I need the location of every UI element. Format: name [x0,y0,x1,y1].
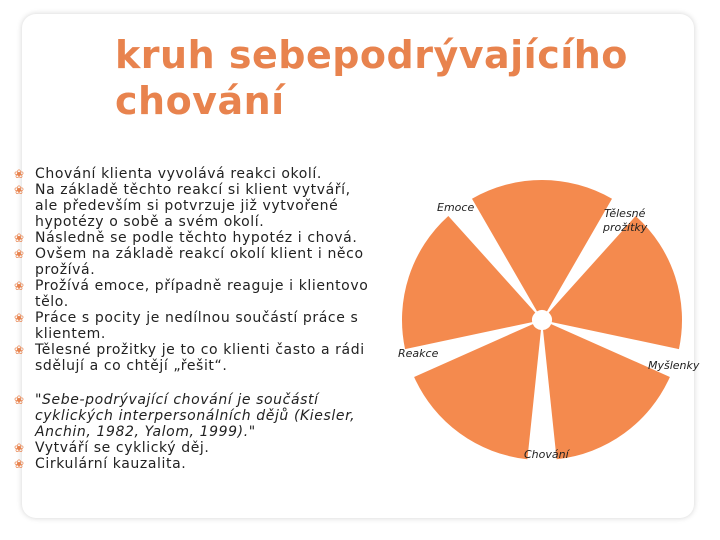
bullet-item [14,278,374,310]
bullet-item [14,246,374,278]
bullet-item [14,310,374,342]
bullet-text: "Sebe-podrývající chování je součástí cyklických interpersonálních dějů (Kiesler, Anchin, 1982, Yalom, 1999)." [35,392,356,440]
label-telesne-line1: Tělesné [604,207,646,220]
bullet-text: Následně se podle těchto hypotéz i chová. [35,230,358,246]
bullet-text: Práce s pocity je nedílnou součástí práce s klientem. [35,310,359,342]
label-mysleny: Myšlenky [648,359,700,372]
bullet-icon: ❀ [14,167,25,181]
cycle-segment [414,324,541,459]
bullet-text: Vytváří se cyklický děj. [35,440,210,456]
bullet-icon: ❀ [14,231,25,245]
bullet-list [14,166,374,472]
label-telesne-line2: prožitky [603,221,648,234]
bullet-item [14,166,374,182]
bullet-text: Tělesné prožitky je to co klienti často a rádi sdělují a co chtějí „řešit“. [35,342,365,374]
cycle-segment [543,324,670,459]
bullet-item [14,392,374,440]
bullet-icon: ❀ [14,457,25,471]
bullet-icon: ❀ [14,183,25,197]
bullet-text: Ovšem na základě reakcí okolí klient i něco prožívá. [35,246,364,278]
bullet-item [14,182,374,230]
bullet-icon: ❀ [14,393,25,407]
bullet-icon: ❀ [14,441,25,455]
label-reakce: Reakce [398,347,439,360]
bullet-item [14,230,374,246]
bullet-text: Na základě těchto reakcí si klient vytváří, ale především si potvrzuje již vytvořené hypotézy o sobě a svém okolí. [35,182,351,230]
bullet-icon: ❀ [14,279,25,293]
bullet-icon: ❀ [14,311,25,325]
bullet-text: Chování klienta vyvolává reakci okolí. [35,166,322,182]
bullet-text: Cirkulární kauzalita. [35,456,187,472]
bullet-item [14,456,374,472]
bullet-icon: ❀ [14,343,25,357]
label-chovani: Chování [524,448,569,461]
label-emoce: Emoce [437,201,475,214]
bullet-item [14,342,374,374]
bullet-text: Prožívá emoce, případně reaguje i klientovo tělo. [35,278,369,310]
bullet-item [14,440,374,456]
bullet-icon: ❀ [14,247,25,261]
slide-title: kruh sebepodrývajícího chování [115,33,628,123]
cycle-diagram [382,160,702,480]
